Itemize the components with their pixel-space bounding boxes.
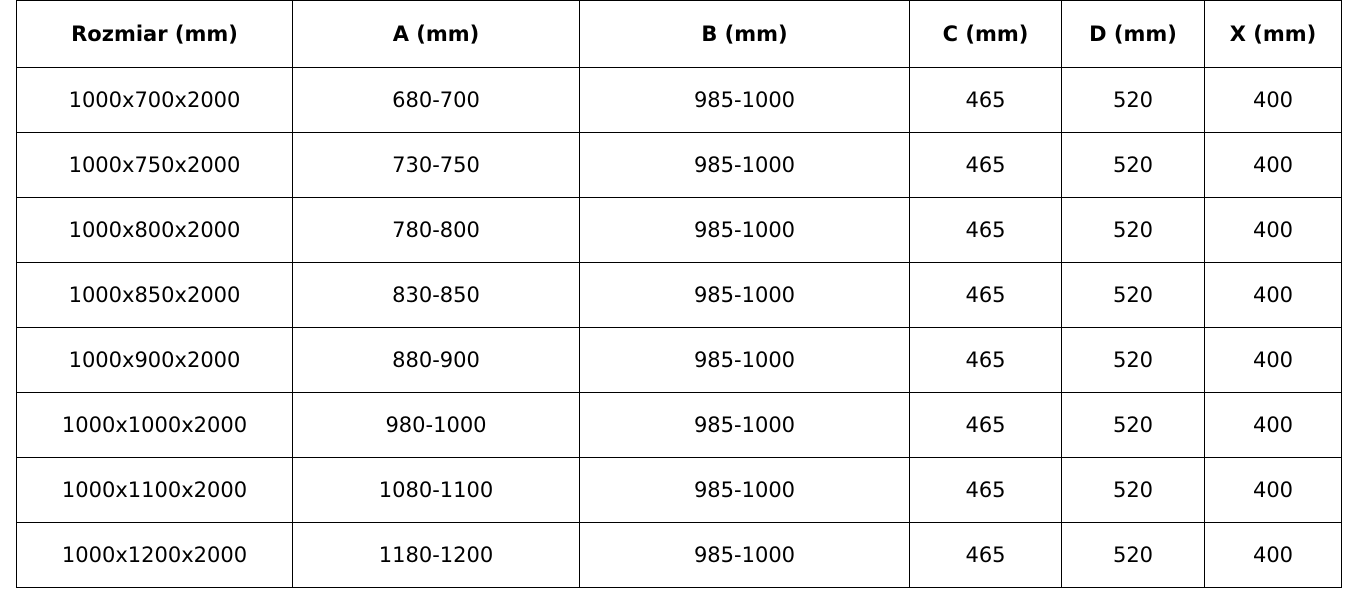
cell-rozmiar: 1000x900x2000 [17, 328, 293, 393]
cell-x: 400 [1205, 68, 1342, 133]
table-row [17, 393, 1342, 458]
cell-c: 465 [910, 458, 1062, 523]
cell-x: 400 [1205, 458, 1342, 523]
cell-d: 520 [1062, 263, 1205, 328]
cell-x: 400 [1205, 198, 1342, 263]
cell-rozmiar: 1000x750x2000 [17, 133, 293, 198]
table-row [17, 198, 1342, 263]
column-header-x: X (mm) [1205, 1, 1342, 68]
table-row [17, 523, 1342, 588]
cell-x: 400 [1205, 523, 1342, 588]
cell-rozmiar: 1000x1000x2000 [17, 393, 293, 458]
cell-x: 400 [1205, 133, 1342, 198]
table-header-row [17, 1, 1342, 68]
cell-d: 520 [1062, 68, 1205, 133]
cell-c: 465 [910, 198, 1062, 263]
cell-d: 520 [1062, 458, 1205, 523]
size-table [16, 0, 1342, 588]
cell-b: 985-1000 [580, 133, 910, 198]
cell-d: 520 [1062, 198, 1205, 263]
column-header-a: A (mm) [293, 1, 580, 68]
column-header-c: C (mm) [910, 1, 1062, 68]
cell-a: 880-900 [293, 328, 580, 393]
cell-rozmiar: 1000x1100x2000 [17, 458, 293, 523]
column-header-b: B (mm) [580, 1, 910, 68]
table-row [17, 458, 1342, 523]
cell-c: 465 [910, 263, 1062, 328]
cell-b: 985-1000 [580, 458, 910, 523]
cell-a: 980-1000 [293, 393, 580, 458]
table-row [17, 68, 1342, 133]
cell-a: 780-800 [293, 198, 580, 263]
cell-x: 400 [1205, 393, 1342, 458]
cell-d: 520 [1062, 393, 1205, 458]
cell-b: 985-1000 [580, 263, 910, 328]
table-row [17, 328, 1342, 393]
column-header-rozmiar: Rozmiar (mm) [17, 1, 293, 68]
cell-d: 520 [1062, 523, 1205, 588]
cell-rozmiar: 1000x800x2000 [17, 198, 293, 263]
cell-c: 465 [910, 133, 1062, 198]
cell-a: 680-700 [293, 68, 580, 133]
cell-x: 400 [1205, 328, 1342, 393]
cell-a: 730-750 [293, 133, 580, 198]
cell-x: 400 [1205, 263, 1342, 328]
cell-a: 1180-1200 [293, 523, 580, 588]
cell-c: 465 [910, 328, 1062, 393]
cell-rozmiar: 1000x700x2000 [17, 68, 293, 133]
table-header [17, 1, 1342, 68]
cell-rozmiar: 1000x1200x2000 [17, 523, 293, 588]
cell-d: 520 [1062, 133, 1205, 198]
cell-b: 985-1000 [580, 523, 910, 588]
cell-b: 985-1000 [580, 68, 910, 133]
cell-rozmiar: 1000x850x2000 [17, 263, 293, 328]
cell-d: 520 [1062, 328, 1205, 393]
cell-c: 465 [910, 523, 1062, 588]
cell-b: 985-1000 [580, 328, 910, 393]
cell-c: 465 [910, 68, 1062, 133]
cell-a: 1080-1100 [293, 458, 580, 523]
table-body [17, 68, 1342, 588]
cell-c: 465 [910, 393, 1062, 458]
cell-b: 985-1000 [580, 198, 910, 263]
table-row [17, 263, 1342, 328]
cell-b: 985-1000 [580, 393, 910, 458]
column-header-d: D (mm) [1062, 1, 1205, 68]
cell-a: 830-850 [293, 263, 580, 328]
table-row [17, 133, 1342, 198]
